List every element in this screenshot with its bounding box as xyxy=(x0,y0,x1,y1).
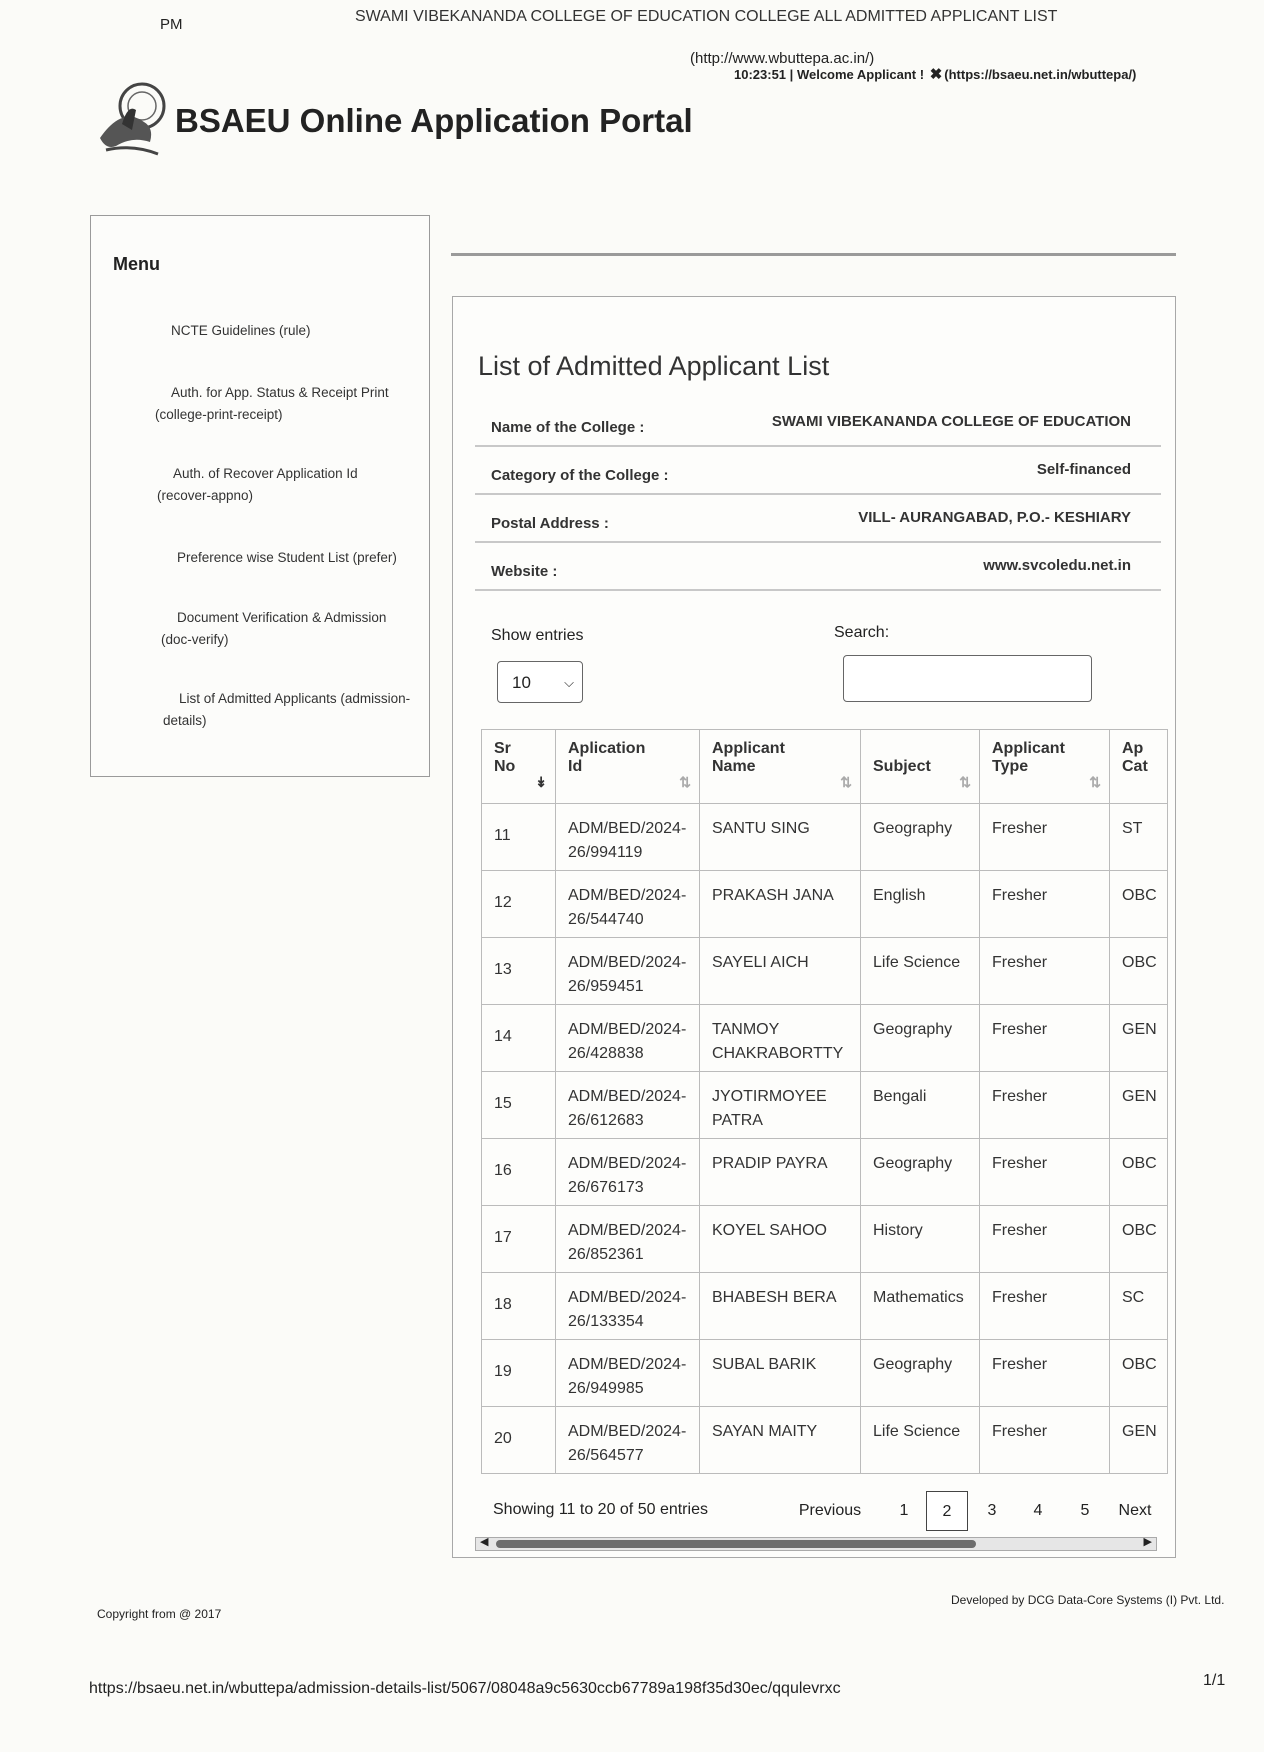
applicant-name-cell xyxy=(700,938,861,1005)
column-header-label: Applicant xyxy=(712,740,785,757)
applicant-type-cell: Fresher xyxy=(980,1139,1110,1206)
status-separator: | xyxy=(789,67,794,82)
applicant-type-cell: Fresher xyxy=(980,938,1110,1005)
page-5-button[interactable]: 5 xyxy=(1080,1502,1090,1519)
category-cell: GEN xyxy=(1110,1407,1168,1474)
table-row xyxy=(482,1273,1168,1340)
application-id-part: ADM/BED/2024- xyxy=(568,1356,687,1373)
subject-cell: History xyxy=(861,1206,980,1273)
sidebar-item-label: List of Admitted Applicants (admission- xyxy=(179,691,411,706)
applicant-type-cell: Fresher xyxy=(980,1340,1110,1407)
applicant-name-cell xyxy=(700,1005,861,1072)
table-info-count: Showing 11 to 20 of 50 entries xyxy=(493,1501,708,1518)
subject-cell: Mathematics xyxy=(861,1273,980,1340)
applicant-name-cell xyxy=(700,1407,861,1474)
website-row xyxy=(475,545,1161,591)
page-4-button[interactable]: 4 xyxy=(1033,1502,1043,1519)
sidebar-item-doc-verify[interactable] xyxy=(161,607,431,651)
scroll-right-icon[interactable]: ▶ xyxy=(1143,1536,1152,1548)
sidebar-item-receipt-print[interactable] xyxy=(155,382,425,426)
application-id-cell xyxy=(556,938,700,1005)
sr-no-cell: 13 xyxy=(482,938,556,1005)
sr-no-cell: 18 xyxy=(482,1273,556,1340)
copyright-text: Copyright from @ 2017 xyxy=(97,1607,222,1621)
subject-cell: Bengali xyxy=(861,1072,980,1139)
university-seal-icon xyxy=(92,66,168,160)
subject-cell: English xyxy=(861,871,980,938)
column-header-sr-no[interactable] xyxy=(482,730,556,804)
column-header-label: Sr xyxy=(494,740,511,757)
page-1-button[interactable]: 1 xyxy=(899,1502,909,1519)
college-name-row xyxy=(475,401,1161,447)
college-category-value: Self-financed xyxy=(1036,461,1131,478)
table-row xyxy=(482,871,1168,938)
application-id-part: 26/564577 xyxy=(568,1447,644,1464)
chevron-down-icon: ⌵ xyxy=(564,675,574,690)
applicant-type-cell: Fresher xyxy=(980,804,1110,871)
sr-no-cell: 16 xyxy=(482,1139,556,1206)
sidebar-item-ncte-guidelines[interactable] xyxy=(171,320,441,342)
applicant-name-cell xyxy=(700,1072,861,1139)
table-row xyxy=(482,938,1168,1005)
applicant-name-part: SUBAL BARIK xyxy=(712,1356,817,1373)
next-page-button[interactable]: Next xyxy=(1118,1502,1152,1519)
category-cell: OBC xyxy=(1110,938,1168,1005)
column-header-label: No xyxy=(494,758,516,775)
category-cell: OBC xyxy=(1110,1206,1168,1273)
website-label: Website : xyxy=(491,563,558,580)
subject-cell: Geography xyxy=(861,1005,980,1072)
sr-no-cell: 12 xyxy=(482,871,556,938)
column-header-label: Name xyxy=(712,758,756,775)
table-row xyxy=(482,1340,1168,1407)
application-id-cell xyxy=(556,1072,700,1139)
sr-no-cell: 15 xyxy=(482,1072,556,1139)
column-header-applicant-type[interactable] xyxy=(980,730,1110,804)
application-id-part: 26/949985 xyxy=(568,1380,644,1397)
website-value[interactable]: www.svcoledu.net.in xyxy=(983,557,1131,574)
table-row xyxy=(482,1139,1168,1206)
application-id-part: 26/612683 xyxy=(568,1112,644,1129)
table-header-row xyxy=(482,730,1168,804)
postal-address-value: VILL- AURANGABAD, P.O.- KESHIARY xyxy=(858,509,1131,526)
home-link[interactable]: (http://www.wbuttepa.ac.in/) xyxy=(690,50,875,67)
application-id-part: ADM/BED/2024- xyxy=(568,1222,687,1239)
applicant-name-part: BHABESH BERA xyxy=(712,1289,837,1306)
application-id-part: 26/428838 xyxy=(568,1045,644,1062)
column-header-applicant-name[interactable] xyxy=(700,730,861,804)
college-name-value: SWAMI VIBEKANANDA COLLEGE OF EDUCATION xyxy=(771,413,1131,430)
table-horizontal-scrollbar[interactable] xyxy=(475,1537,1157,1551)
sidebar-item-sublabel: (doc-verify) xyxy=(161,632,229,647)
college-category-label: Category of the College : xyxy=(491,467,669,484)
print-time-suffix: PM xyxy=(160,16,183,33)
sidebar-item-sublabel: (recover-appno) xyxy=(157,488,254,503)
column-header-label: Applicant xyxy=(992,740,1065,757)
applicant-name-cell xyxy=(700,1139,861,1206)
sidebar-item-sublabel: (college-print-receipt) xyxy=(155,407,283,422)
sr-no-cell: 20 xyxy=(482,1407,556,1474)
applicant-name-cell xyxy=(700,871,861,938)
sidebar-item-label: NCTE Guidelines (rule) xyxy=(171,323,311,338)
clock-time: 10:23:51 xyxy=(734,67,787,82)
page-3-button[interactable]: 3 xyxy=(987,1502,997,1519)
logout-icon[interactable]: ✖ xyxy=(929,66,943,83)
sr-no-cell: 11 xyxy=(482,804,556,871)
sidebar-item-label: Auth. of Recover Application Id xyxy=(173,466,358,481)
table-row xyxy=(482,1005,1168,1072)
college-category-row xyxy=(475,449,1161,495)
column-header-label: Cat xyxy=(1122,758,1148,775)
applicant-name-part: PRAKASH JANA xyxy=(712,887,834,904)
subject-cell: Geography xyxy=(861,804,980,871)
applicant-name-cell xyxy=(700,1340,861,1407)
sr-no-cell: 19 xyxy=(482,1340,556,1407)
category-cell: OBC xyxy=(1110,871,1168,938)
applicant-name-part: SAYELI AICH xyxy=(712,954,809,971)
sort-icon: ⇅ xyxy=(1089,774,1101,790)
applicant-type-cell: Fresher xyxy=(980,1206,1110,1273)
application-id-part: 26/959451 xyxy=(568,978,644,995)
application-id-cell xyxy=(556,1407,700,1474)
application-id-part: ADM/BED/2024- xyxy=(568,1155,687,1172)
sidebar-item-admission-details[interactable] xyxy=(163,688,433,732)
applicant-type-cell: Fresher xyxy=(980,1273,1110,1340)
search-label: Search: xyxy=(834,624,890,641)
column-header-label: Aplication xyxy=(568,740,646,757)
menu-heading: Menu xyxy=(113,254,160,274)
column-header-label: Ap xyxy=(1122,740,1144,757)
subject-cell: Geography xyxy=(861,1139,980,1206)
college-name-label: Name of the College : xyxy=(491,419,645,436)
applicant-name-part: PATRA xyxy=(712,1112,763,1129)
applicant-type-cell: Fresher xyxy=(980,1005,1110,1072)
application-id-cell xyxy=(556,804,700,871)
application-id-cell xyxy=(556,1139,700,1206)
applicant-type-cell: Fresher xyxy=(980,871,1110,938)
applicant-name-cell xyxy=(700,1206,861,1273)
welcome-text: Welcome Applicant ! xyxy=(796,67,925,82)
entries-per-page-select[interactable] xyxy=(497,661,583,703)
subject-cell: Geography xyxy=(861,1340,980,1407)
application-id-part: 26/994119 xyxy=(568,844,643,861)
postal-address-row xyxy=(475,497,1161,543)
header-status-bar xyxy=(734,65,1136,83)
sidebar-item-sublabel: details) xyxy=(163,713,207,728)
applicant-name-cell xyxy=(700,804,861,871)
sort-ascending-icon: ↡ xyxy=(535,774,547,790)
table-row xyxy=(482,804,1168,871)
category-cell: GEN xyxy=(1110,1005,1168,1072)
sort-icon: ⇅ xyxy=(840,774,852,790)
application-id-cell xyxy=(556,1273,700,1340)
column-header-category[interactable] xyxy=(1110,730,1168,804)
category-cell: SC xyxy=(1110,1273,1168,1340)
admitted-list-panel xyxy=(452,296,1176,1558)
applicant-type-cell: Fresher xyxy=(980,1072,1110,1139)
application-id-part: ADM/BED/2024- xyxy=(568,1088,687,1105)
sidebar-item-label: Document Verification & Admission xyxy=(177,610,387,625)
sidebar-item-label: Auth. for App. Status & Receipt Print xyxy=(171,385,389,400)
scrollbar-thumb[interactable] xyxy=(496,1540,976,1548)
application-id-part: ADM/BED/2024- xyxy=(568,954,687,971)
portal-brand-title: BSAEU Online Application Portal xyxy=(175,102,693,139)
applicant-name-part: PRADIP PAYRA xyxy=(712,1155,828,1172)
sr-no-cell: 17 xyxy=(482,1206,556,1273)
application-id-part: ADM/BED/2024- xyxy=(568,1021,687,1038)
print-page-title: SWAMI VIBEKANANDA COLLEGE OF EDUCATION COLLEGE ALL ADMITTED APPLICANT LIST xyxy=(355,8,1058,25)
application-id-part: ADM/BED/2024- xyxy=(568,820,687,837)
table-row xyxy=(482,1206,1168,1273)
developer-credit: Developed by DCG Data-Core Systems (I) Pvt. Ltd. xyxy=(951,1593,1225,1607)
sort-icon: ⇅ xyxy=(959,774,971,790)
sr-no-cell: 14 xyxy=(482,1005,556,1072)
application-id-part: ADM/BED/2024- xyxy=(568,1289,687,1306)
application-id-part: ADM/BED/2024- xyxy=(568,1423,687,1440)
sort-icon: ⇅ xyxy=(679,774,691,790)
sidebar-item-label: Preference wise Student List (prefer) xyxy=(177,550,397,565)
application-id-cell xyxy=(556,1005,700,1072)
column-header-label: Subject xyxy=(873,758,931,775)
applicant-type-cell: Fresher xyxy=(980,1407,1110,1474)
applicant-name-part: TANMOY xyxy=(712,1021,780,1038)
logout-link[interactable]: (https://bsaeu.net.in/wbuttepa/) xyxy=(944,67,1137,82)
column-header-application-id[interactable] xyxy=(556,730,700,804)
application-id-part: ADM/BED/2024- xyxy=(568,887,687,904)
sidebar-menu xyxy=(90,215,430,777)
previous-page-button[interactable]: Previous xyxy=(798,1502,862,1519)
applicant-name-part: SANTU SING xyxy=(712,820,810,837)
column-header-subject[interactable] xyxy=(861,730,980,804)
applicant-name-part: JYOTIRMOYEE xyxy=(712,1088,827,1105)
category-cell: OBC xyxy=(1110,1340,1168,1407)
category-cell: OBC xyxy=(1110,1139,1168,1206)
scroll-left-icon[interactable]: ◀ xyxy=(480,1536,489,1548)
subject-cell: Life Science xyxy=(861,938,980,1005)
applicant-name-part: KOYEL SAHOO xyxy=(712,1222,827,1239)
application-id-cell xyxy=(556,1206,700,1273)
table-row xyxy=(482,1407,1168,1474)
category-cell: GEN xyxy=(1110,1072,1168,1139)
page-title: List of Admitted Applicant List xyxy=(478,351,830,381)
applicant-name-part: CHAKRABORTTY xyxy=(712,1045,844,1062)
print-page-url: https://bsaeu.net.in/wbuttepa/admission-details-list/5067/08048a9c5630ccb67789a198f35d30ec/qqulevrxc xyxy=(89,1680,841,1697)
header-divider xyxy=(451,253,1176,256)
entries-selected-value: 10 xyxy=(512,673,531,692)
sidebar-item-recover-appno[interactable] xyxy=(157,463,427,507)
application-id-cell xyxy=(556,1340,700,1407)
sidebar-item-prefer[interactable] xyxy=(177,547,447,569)
category-cell: ST xyxy=(1110,804,1168,871)
applicant-name-part: SAYAN MAITY xyxy=(712,1423,818,1440)
column-header-label: Type xyxy=(992,758,1029,775)
show-entries-label: Show entries xyxy=(491,627,584,644)
table-row xyxy=(482,1072,1168,1139)
subject-cell: Life Science xyxy=(861,1407,980,1474)
application-id-part: 26/676173 xyxy=(568,1179,644,1196)
admitted-applicants-table xyxy=(481,729,1168,1474)
applicant-name-cell xyxy=(700,1273,861,1340)
postal-address-label: Postal Address : xyxy=(491,515,609,532)
search-input[interactable] xyxy=(843,655,1092,702)
application-id-cell xyxy=(556,871,700,938)
application-id-part: 26/852361 xyxy=(568,1246,644,1263)
pagination xyxy=(453,1491,1175,1531)
page-2-button-current[interactable]: 2 xyxy=(926,1491,968,1531)
column-header-label: Id xyxy=(568,758,583,775)
application-id-part: 26/544740 xyxy=(568,911,644,928)
print-page-number: 1/1 xyxy=(1203,1672,1226,1689)
application-id-part: 26/133354 xyxy=(568,1313,644,1330)
